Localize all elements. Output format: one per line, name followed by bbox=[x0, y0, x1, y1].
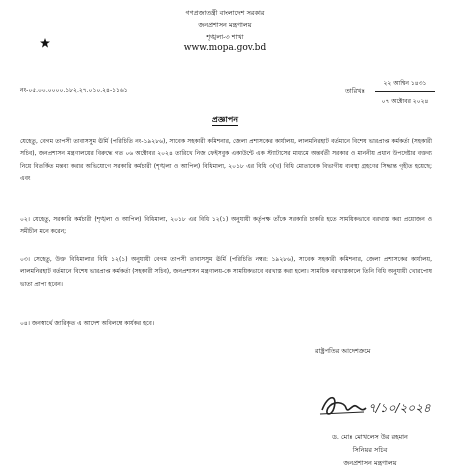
paragraph-2: ০২। যেহেতু, সরকারি কর্মচারী (শৃঙ্খলা ও আপিল) বিধিমালা, ২০১৮ এর বিধি ১২(১) অনুযায়ী কর্তৃপক্ষ তাঁকে সরকারি চাকরি হতে সাময়িকভাবে বরখাস্ত করা প্রয়োজন ও সমীচীন মনে করেন; bbox=[20, 216, 432, 236]
date-english: ০৭ অক্টোবর ২০২৪ bbox=[381, 98, 429, 105]
notice-title-text: প্রজ্ঞাপন bbox=[211, 115, 239, 124]
section-name: শৃঙ্খলা-৩ শাখা bbox=[206, 33, 244, 41]
government-name: গণপ্রজাতন্ত্রী বাংলাদেশ সরকার bbox=[185, 9, 265, 17]
memo-reference: নং-০৫.০০.০০০০.১৮২.২৭.০১০.২৪-১১৬১ bbox=[20, 87, 128, 94]
order-by-president: রাষ্ট্রপতির আদেশক্রমে bbox=[315, 347, 371, 355]
website-link[interactable]: www.mopa.gov.bd bbox=[183, 43, 267, 53]
paragraph-intro: যেহেতু, বেগম তাপসী তাবাসসুম ঊর্মি (পরিচিতি নং-১৯২৮৬), সাবেক সহকারী কমিশনার, জেলা প্রশাসকের কার্যালয়, লালমনিরহাট বর্তমানে বিশেষ ভারপ্রাপ্ত কর্মকর্তা (সহকারী সচিব), জনপ্রশাসন মন্ত্রণালয়ের বিরুদ্ধে গত ০৬ অক্টোবর ২০২৪ তারিখে নিজ ফেইসবুক একাউন্টে এক স্ট্যাটাসের মাধ্যমে অন্তর্বর্তী সরকার ও মাননীয় প্রধান উপদেষ্টার বক্তব্য নিয়ে বিতর্কিত মন্তব্য করার অভিযোগে সরকারি কর্মচারী (শৃঙ্খলা ও আপিল) বিধিমালা, ২০১৮ এর বিধি ৩(খ) বিধি মোতাবেক বিভাগীয় ব্যবস্থা গ্রহণের সিদ্ধান্ত গৃহীত হয়েছে; এবং bbox=[20, 138, 432, 182]
paragraph-3: ০৩। সেহেতু, উক্ত বিধিমালার বিধি ১২(১) অনুযায়ী বেগম তাপসী তাবাসসুম ঊর্মি (পরিচিতি নম্বর: ১৯২৮৬), সাবেক সহকারী কমিশনার, জেলা প্রশাসকের কার্যালয়, লালমনিরহাট বর্তমানে বিশেষ ভারপ্রাপ্ত কর্মকর্তা (সহকারী সচিব), জনপ্রশাসন মন্ত্রণালয়-কে সাময়িকভাবে বরখাস্ত করা হলো। সাময়িক বরখাস্তকালে তিনি বিধি অনুযায়ী খোরপোষ ভাতা প্রাপ্য হবেন। bbox=[20, 256, 432, 288]
signature-date: ৭/১০/২০২৪ bbox=[368, 401, 431, 415]
paragraph-4: ০৪। জনস্বার্থে জারিকৃত এ আদেশ অবিলম্বে কার্যকর হবে। bbox=[20, 320, 155, 327]
signatory-office: জনপ্রশাসন মন্ত্রণালয় bbox=[343, 459, 397, 467]
notice-title bbox=[0, 114, 450, 127]
ministry-name: জনপ্রশাসন মন্ত্রণালয় bbox=[198, 21, 252, 29]
signatory-name: ড. মোঃ মোখলেস উর রহমান bbox=[332, 433, 408, 441]
emblem-icon bbox=[40, 38, 50, 48]
date-label: তারিখঃ bbox=[345, 87, 365, 95]
memo-date bbox=[375, 78, 435, 107]
signatory-designation: সিনিয়র সচিব bbox=[352, 446, 388, 454]
date-bangla: ২২ আশ্বিন ১৪৩১ bbox=[375, 78, 435, 92]
handwritten-signature bbox=[318, 390, 431, 430]
